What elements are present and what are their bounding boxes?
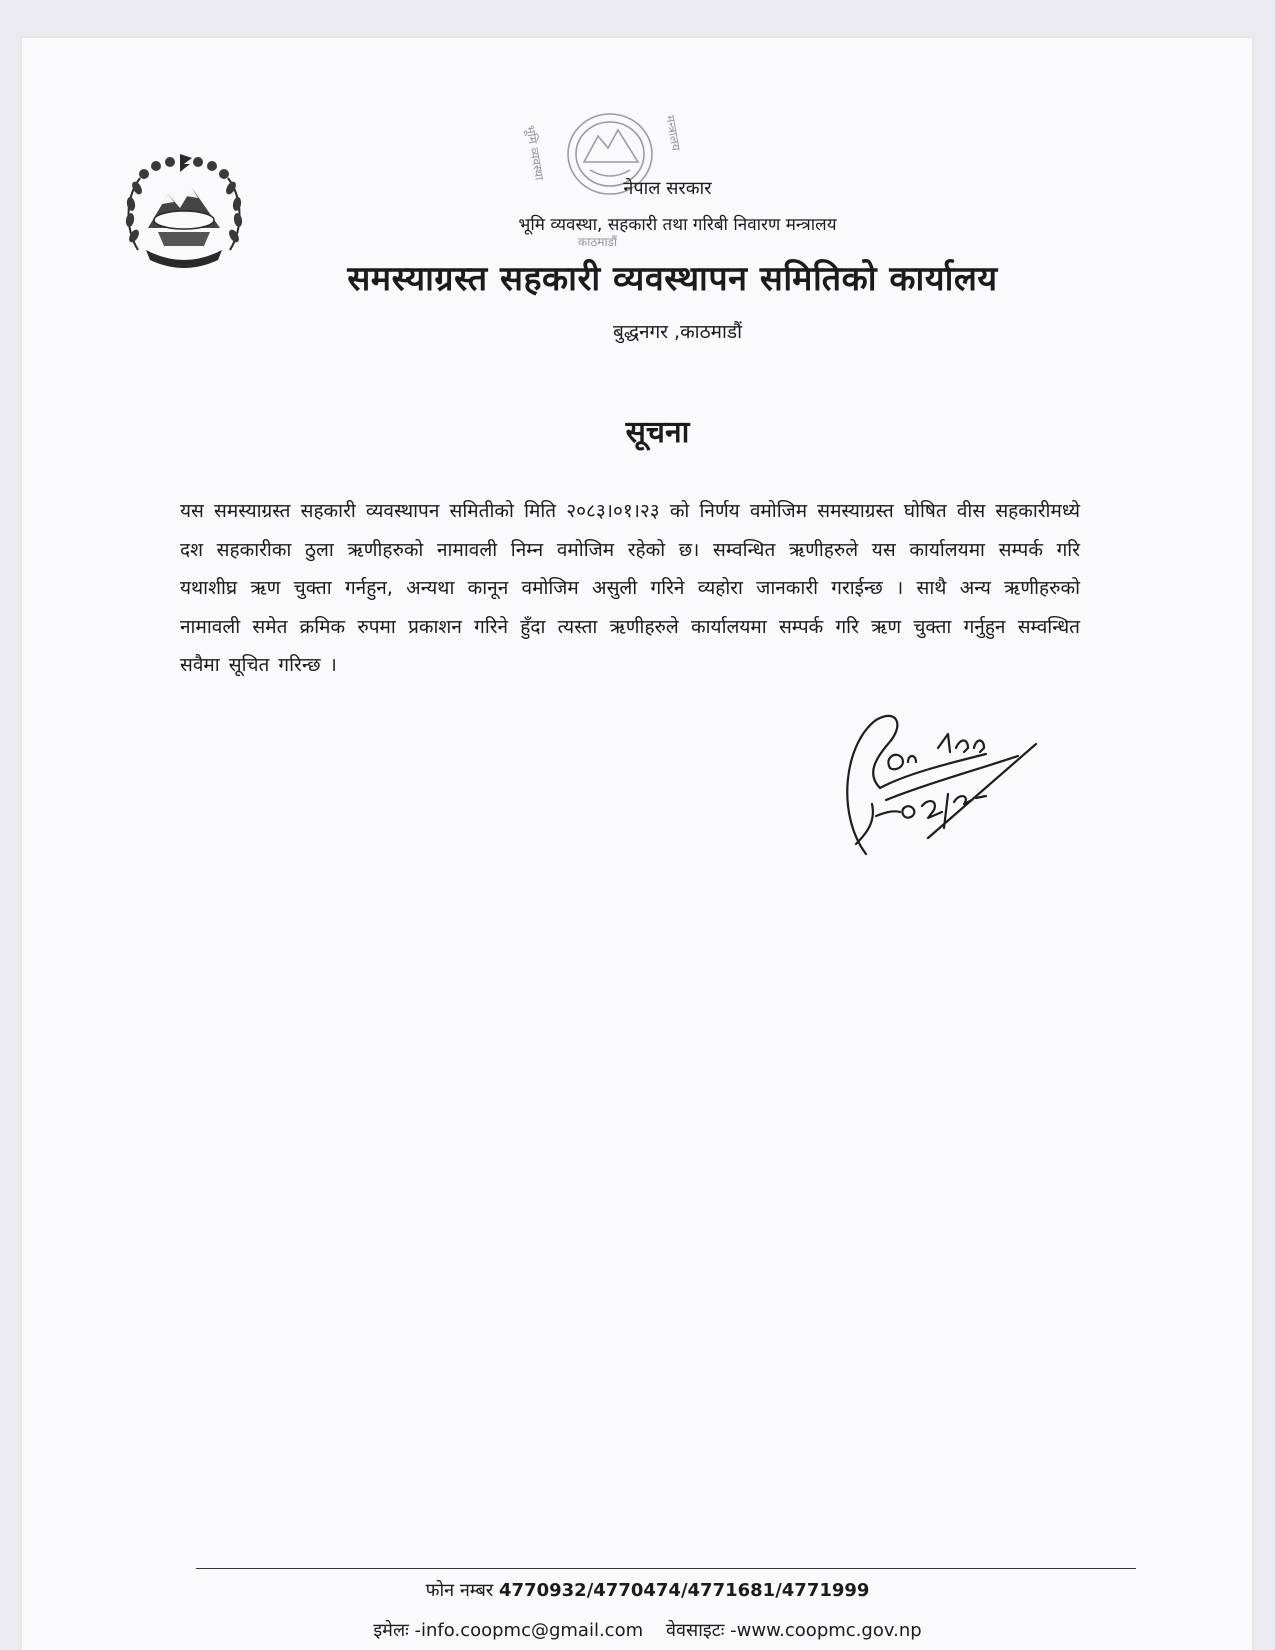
website-link[interactable]: -www.coopmc.gov.np (730, 1620, 922, 1641)
notice-body: यस समस्याग्रस्त सहकारी व्यवस्थापन समितीको मिति २०८३।०१।२३ को निर्णय वमोजिम समस्याग्रस्त घोषित वीस सहकारीमध्ये दश सहकारीका ठुला ऋणीहरुको नामावली निम्न वमोजिम रहेको छ। सम्वन्धित ऋणीहरुले यस कार्यालयमा सम्पर्क गरि यथाशीघ्र ऋण चुक्ता गर्नहुन, अन्यथा कानून वमोजिम असुली गरिने व्यहोरा जानकारी गराईन्छ । साथै अन्य ऋणीहरुको नामावली समेत क्रमिक रुपमा प्रकाशन गरिने हुँदा त्यस्ता ऋणीहरुले कार्यालयमा सम्पर्क गरि ऋण चुक्ता गर्नुहुन सम्वन्धित सवैमा सूचित गरिन्छ । (180, 500, 1080, 676)
website-label: वेवसाइटः (666, 1620, 725, 1641)
signature-icon (836, 704, 1076, 864)
ministry-name: भूमि व्यवस्था, सहकारी तथा गरिबी निवारण मन्त्रालय (518, 215, 837, 235)
email-label: इमेलः (373, 1620, 409, 1641)
svg-text:मन्त्रालय: मन्त्रालय (663, 114, 684, 152)
email-link[interactable]: -info.coopmc@gmail.com (414, 1620, 644, 1641)
footer-phone (0, 1578, 1275, 1602)
footer-divider (196, 1568, 1136, 1569)
notice-title: सूचना (625, 415, 690, 450)
footer-contact (0, 1618, 1275, 1642)
government-name: नेपाल सरकार (623, 178, 712, 199)
office-location: बुद्धनगर ,काठमाडौं (612, 321, 743, 343)
office-name: समस्याग्रस्त सहकारी व्यवस्थापन समितिको कार्यालय (347, 259, 998, 299)
phone-label: फोन नम्बर (425, 1580, 494, 1601)
svg-text:काठमाडौं: काठमाडौं (578, 235, 618, 249)
phone-numbers: 4770932/4770474/4771681/4771999 (499, 1580, 870, 1601)
svg-text:भूमि व्यवस्था: भूमि व्यवस्था (523, 124, 547, 182)
